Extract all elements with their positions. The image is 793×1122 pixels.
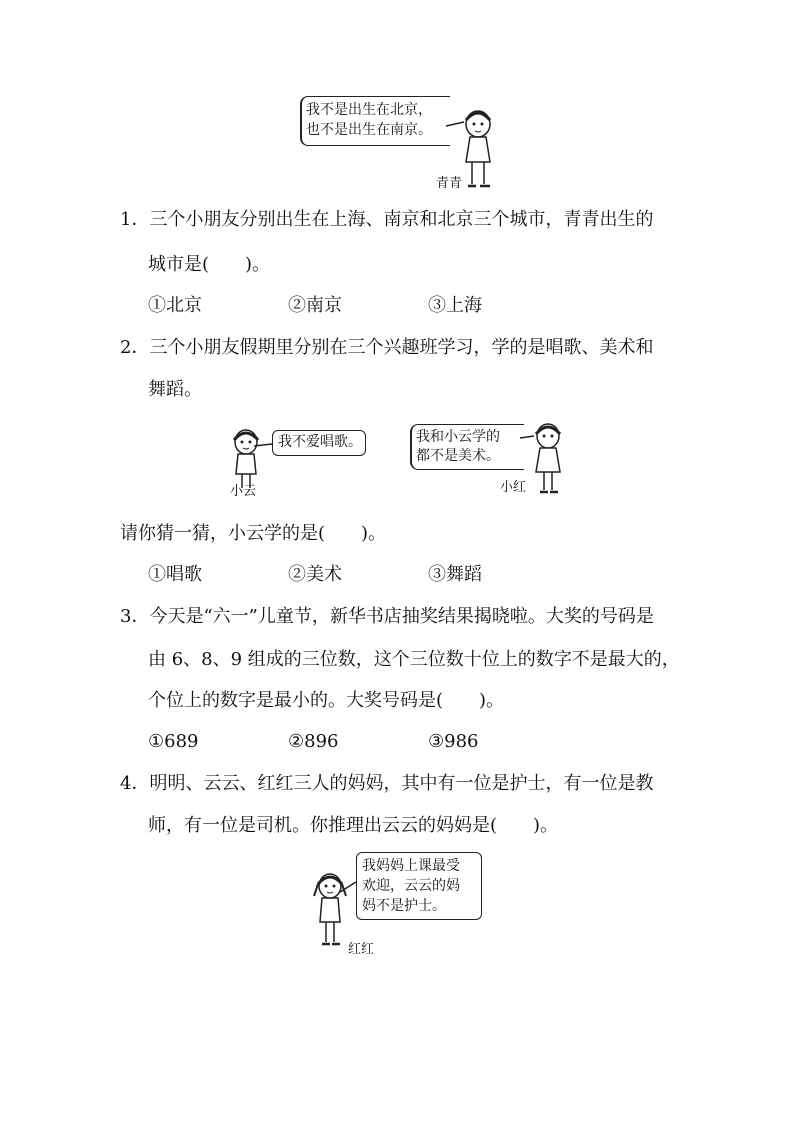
question-3-option-1: ①689 (148, 731, 199, 752)
figure-name-xiaoyun: 小云 (230, 484, 257, 499)
question-3-option-2: ②896 (288, 731, 339, 752)
question-1-option-3: ③上海 (428, 295, 482, 316)
question-3-line-2: 由 6、8、9 组成的三位数，这个三位数十位上的数字不是最大的， (148, 649, 680, 670)
bubble-line: 妈不是护士。 (362, 898, 446, 914)
question-1-option-2: ②南京 (288, 295, 342, 316)
figure-name-qingqing: 青青 (436, 176, 463, 191)
bubble-line: 我不是出生在北京， (306, 102, 432, 118)
bubble-line: 我不爱唱歌。 (278, 434, 362, 450)
question-1-option-1: ①北京 (148, 295, 202, 316)
girl-figure-icon (520, 420, 570, 496)
bubble-line: 也不是出生在南京。 (306, 122, 432, 138)
question-3-line-1: 3．今天是“六一”儿童节，新华书店抽奖结果揭晓啦。大奖的号码是 (120, 606, 654, 627)
question-2-line-1: 2．三个小朋友假期里分别在三个兴趣班学习，学的是唱歌、美术和 (120, 337, 654, 358)
bubble-line: 都不是美术。 (416, 448, 500, 464)
figure-name-xiaohong: 小红 (500, 480, 527, 495)
question-2-option-1: ①唱歌 (148, 564, 202, 585)
bubble-line: 我妈妈上课最受 (362, 858, 460, 874)
question-1-line-2: 城市是( )。 (148, 254, 271, 275)
question-2-option-2: ②美术 (288, 564, 342, 585)
question-2-prompt: 请你猜一猜，小云学的是( )。 (120, 523, 387, 544)
question-1-line-1: 1．三个小朋友分别出生在上海、南京和北京三个城市，青青出生的 (120, 209, 654, 230)
question-4-line-1: 4．明明、云云、红红三人的妈妈，其中有一位是护士，有一位是教 (120, 773, 654, 794)
question-3-option-3: ③986 (428, 731, 479, 752)
girl-figure-icon (310, 870, 360, 950)
bubble-line: 我和小云学的 (416, 429, 500, 445)
question-4-line-2: 师，有一位是司机。你推理出云云的妈妈是( )。 (148, 815, 559, 836)
question-3-line-3: 个位上的数字是最小的。大奖号码是( )。 (148, 690, 505, 711)
question-2-line-2: 舞蹈。 (148, 379, 202, 400)
question-2-option-3: ③舞蹈 (428, 564, 482, 585)
figure-name-honghong: 红红 (348, 942, 375, 957)
bubble-line: 欢迎，云云的妈 (362, 878, 460, 894)
